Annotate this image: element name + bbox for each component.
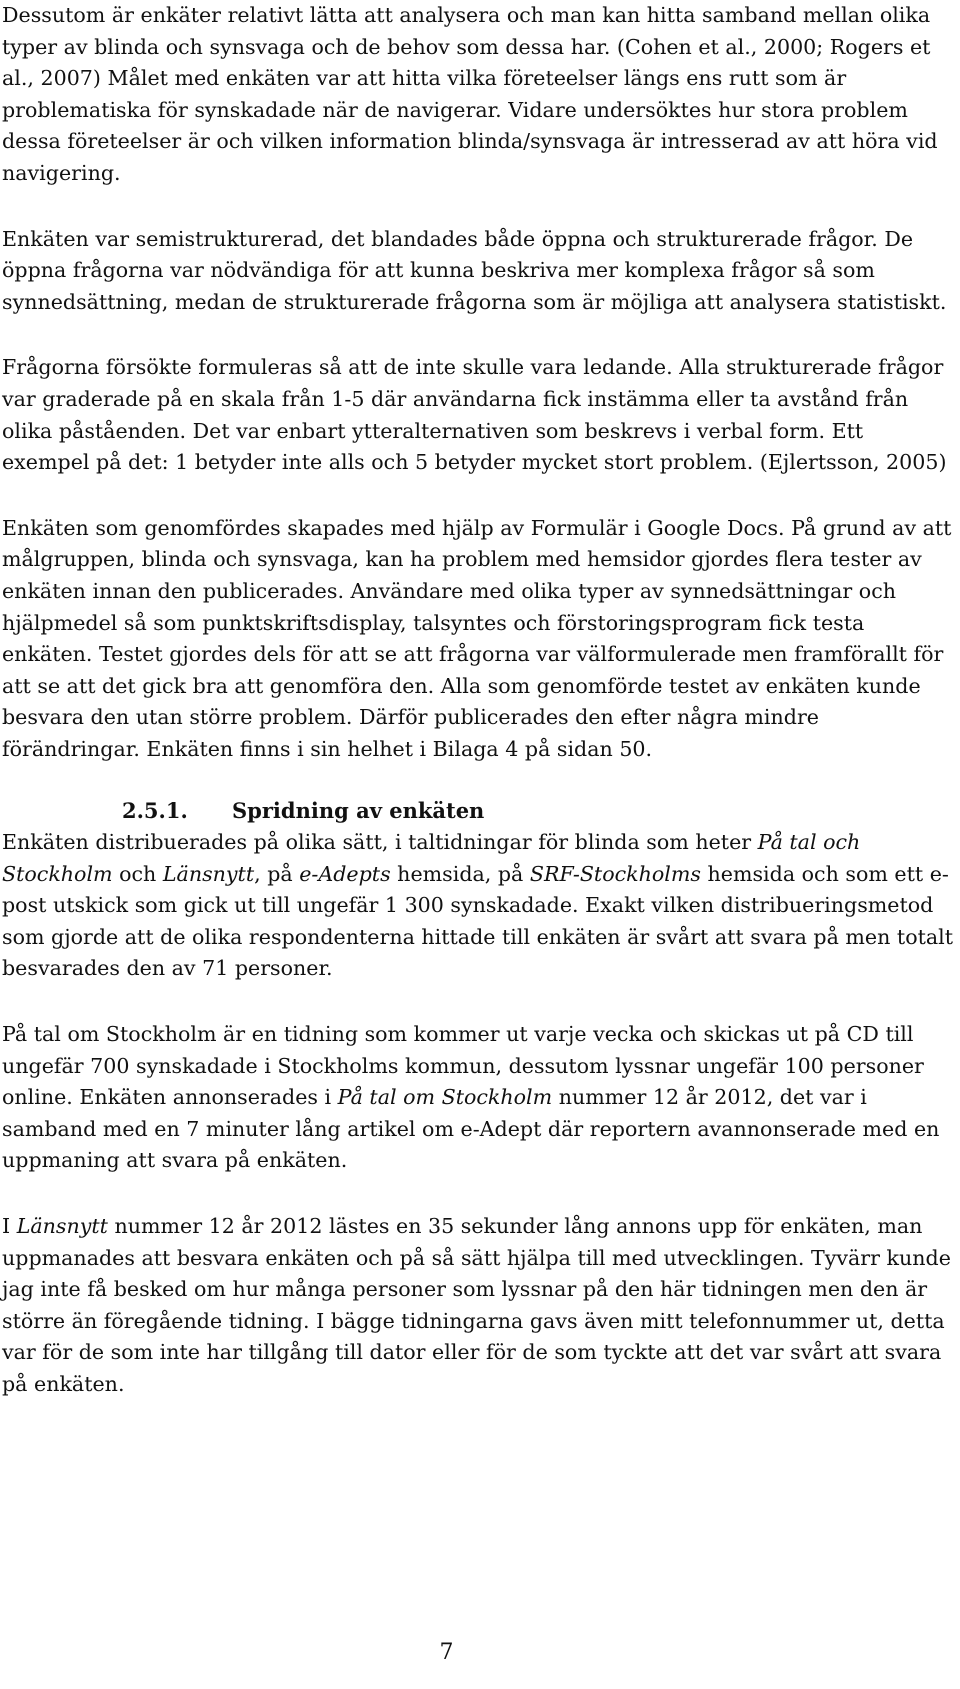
paragraph-lansnytt: [2, 1211, 955, 1401]
publication-name: Länsnytt: [16, 1214, 108, 1238]
paragraph-pa-tal: [2, 1019, 955, 1177]
section-number: 2.5.1.: [122, 798, 188, 824]
section-heading: [2, 795, 955, 827]
text-segment: nummer 12 år 2012 lästes en 35 sekunder lång annons upp för enkäten, man uppmanades att besvara enkäten och på så sätt hjälpa till med utvecklingen. Tyvärr kunde jag inte få besked om hur många personer som lyssnar på den här tidningen men den är större än föregående tidning. I bägge tidningarna gavs även mitt telefonnummer ut, detta var för de som inte har tillgång till dator eller för de som tyckte att det var svårt att svara på enkäten.: [2, 1214, 951, 1396]
text-segment: nummer 12 år 2012, det var i samband med en 7 minuter lång artikel om e-Adept där reportern avannonserade med en uppmaning att svara på enkäten.: [2, 1085, 940, 1173]
paragraph-google-docs: Enkäten som genomfördes skapades med hjälp av Formulär i Google Docs. På grund av att målgruppen, blinda och synsvaga, kan ha problem med hemsidor gjordes flera tester av enkäten innan den publicerades. Användare med olika typer av synnedsättningar och hjälpmedel så som punktskriftsdisplay, talsyntes och förstoringsprogram fick testa enkäten. Testet gjordes dels för att se att frågorna var välformulerade men framförallt för att se att det gick bra att genomföra den. Alla som genomförde testet av enkäten kunde besvara den utan större problem. Därför publicerades den efter några mindre förändringar. Enkäten finns i sin helhet i Bilaga 4 på sidan 50.: [2, 515, 952, 761]
paragraph-questions: Frågorna försökte formuleras så att de inte skulle vara ledande. Alla strukturerade frågor var graderade på en skala från 1-5 där användarna fick instämma eller ta avstånd från olika påståenden. Det var enbart ytteralternativen som beskrevs i verbal form. Ett exempel på det: 1 betyder inte alls och 5 betyder mycket stort problem. (Ejlertsson, 2005): [2, 355, 947, 475]
publication-name: Länsnytt: [162, 861, 255, 886]
text-segment: hemsida, på: [390, 861, 530, 886]
document-page: [2, 0, 955, 1401]
organization-name: e-Adepts: [299, 861, 391, 886]
text-segment: I: [2, 1214, 17, 1238]
page-number: 7: [439, 1640, 454, 1665]
text-segment: , på: [254, 861, 300, 886]
text-segment: hemsida och som ett e-post utskick som gick ut till ungefär 1 300 synskadade. Exakt vilken distribueringsmetod som gjorde att de olika respondenterna hittade till enkäten är svårt att svara på men totalt besvarades den av 71 personer.: [2, 861, 954, 981]
publication-name: På tal och Stockholm: [2, 830, 861, 886]
paragraph-semistructured: Enkäten var semistrukturerad, det blandades både öppna och strukturerade frågor. De öppna frågorna var nödvändiga för att kunna beskriva mer komplexa frågor så som synnedsättning, medan de strukturerade frågorna som är möjliga att analysera statistiskt.: [2, 226, 947, 314]
organization-name: SRF-Stockholms: [529, 861, 701, 886]
paragraph-distribution: [2, 827, 955, 985]
section-title: Spridning av enkäten: [232, 798, 485, 824]
text-segment: På tal om Stockholm är en tidning som kommer ut varje vecka och skickas ut på CD till ungefär 700 synskadade i Stockholms kommun, dessutom lyssnar ungefär 100 personer online. Enkäten annonserades i: [2, 1022, 924, 1110]
text-segment: och: [112, 861, 163, 886]
paragraph-intro: Dessutom är enkäter relativt lätta att analysera och man kan hitta samband mellan olika typer av blinda och synsvaga och de behov som dessa har. (Cohen et al., 2000; Rogers et al., 2007) Målet med enkäten var att hitta vilka företeelser längs ens rutt som är problematiska för synskadade när de navigerar. Vidare undersöktes hur stora problem dessa företeelser är och vilken information blinda/synsvaga är intresserad av att höra vid navigering.: [2, 3, 938, 185]
publication-name: På tal om Stockholm: [337, 1085, 553, 1110]
text-segment: Enkäten distribuerades på olika sätt, i taltidningar för blinda som heter: [2, 830, 758, 855]
